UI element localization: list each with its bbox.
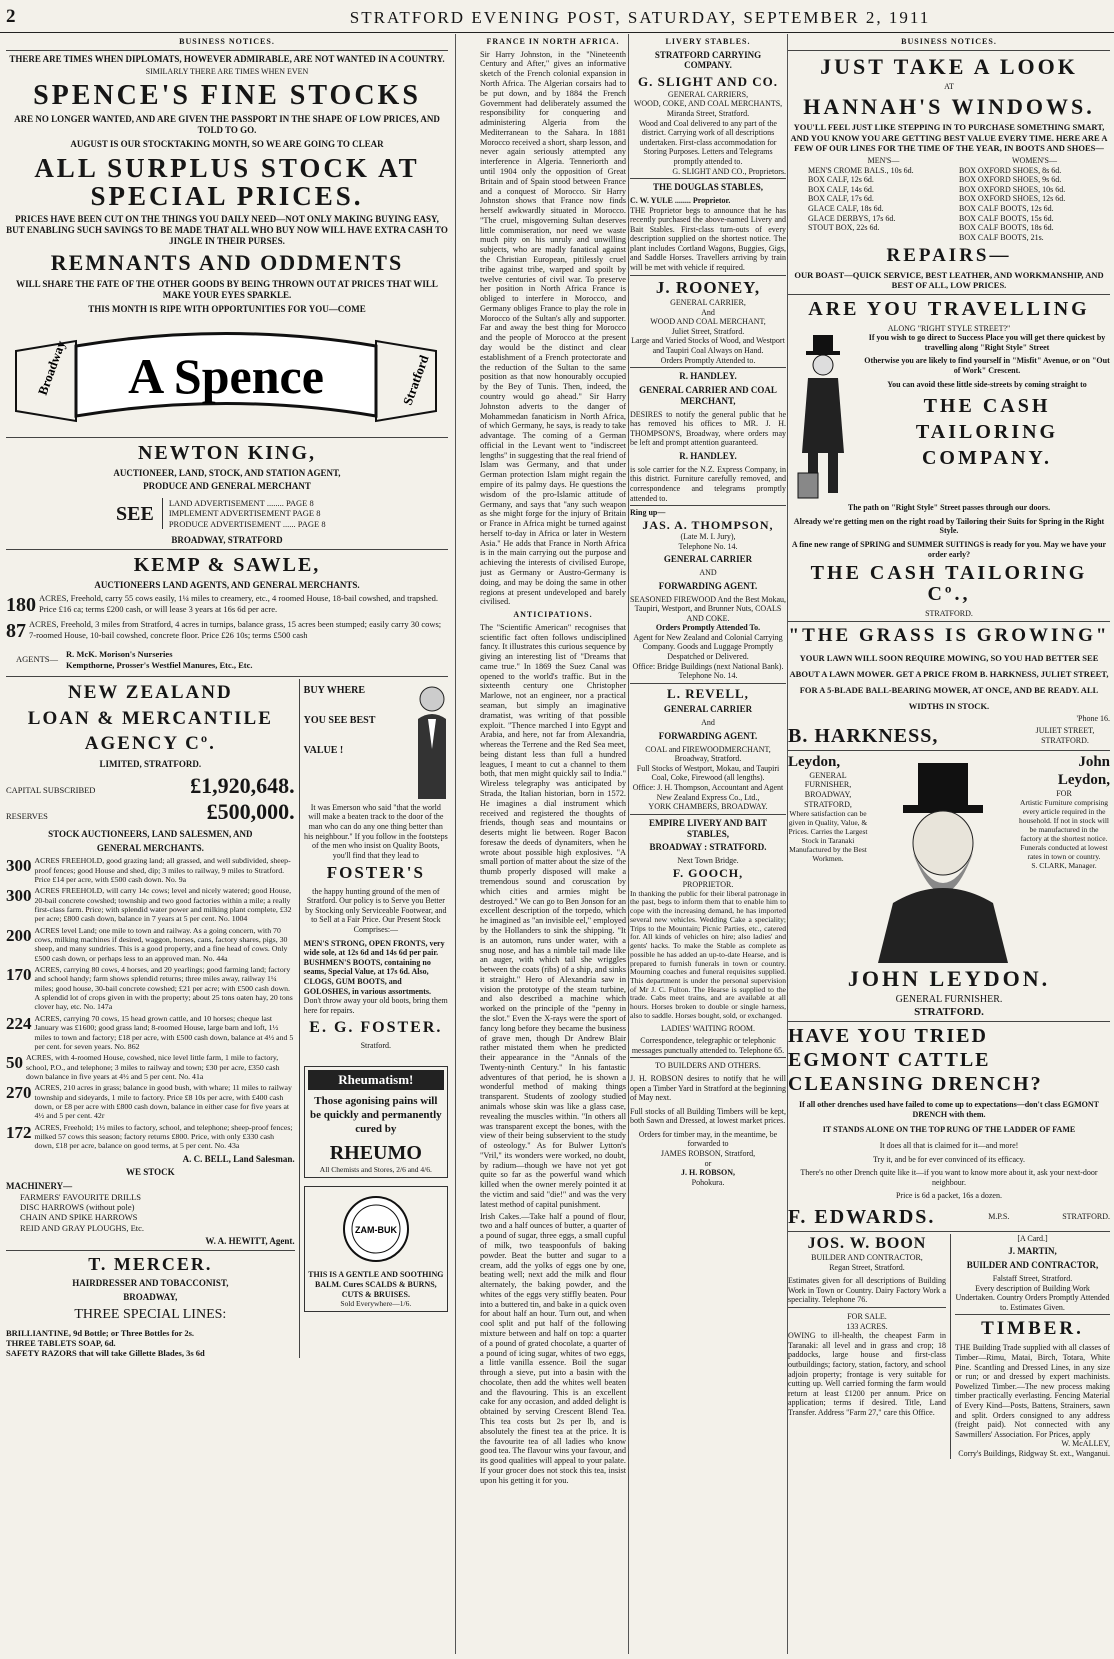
listing-number: 50 [6, 1053, 23, 1073]
mercer-advert [6, 1254, 295, 1359]
listing-number: 300 [6, 886, 32, 906]
logo-left-text: Broadway [34, 338, 69, 397]
listing-number: 300 [6, 856, 32, 876]
ad-text: Next Town Bridge. [677, 856, 739, 866]
logo-right-text: Stratford [399, 352, 432, 407]
ad-text: Full Stocks of Westport, Mokau, and Taupiri Coal, Coke, Firewood (all lengths). [636, 763, 780, 783]
ad-text: Already we're getting men on the right road by Tailoring their Suits for Spring in the Right Style. [793, 516, 1105, 536]
ad-text: All Chemists and Stores, 2/6 and 4/6. [319, 1164, 432, 1174]
ad-headline: EGMONT CATTLE [788, 1049, 991, 1072]
listing-row [6, 886, 295, 923]
ad-signature: G. SLIGHT AND CO., Proprietors. [672, 166, 786, 176]
ad-text: Full stocks of all Building Timbers will be kept, both Sawn and Dressed, at lowest market prices. [630, 1106, 786, 1126]
listing-text: ACRES, carrying 80 cows, 4 horses, and 20 yearlings; good farming land; factory and school handy; farm shows splendid returns; three miles away, railway 1¼ miles; good house, 30-bail concrete cowshed; £21 per acre; with £500 cash down. A splendid lot of crops given in with the property; about 25 tons oaten hay, 20 tons clover hay, etc. No. 147a [34, 965, 293, 1012]
balm-badge-icon [341, 1194, 411, 1264]
portrait-icon [868, 753, 1018, 963]
ad-text: WOOD AND COAL MERCHANT, [650, 317, 766, 327]
list-item: GLACE CALF, 18s 6d. [808, 203, 884, 213]
ad-text: MACHINERY— [6, 1181, 73, 1192]
list-item: BOX CALF, 17s 6d. [808, 194, 874, 204]
ad-text: Those agonising pains will be quickly and permanently cured by [309, 1094, 442, 1136]
ad-headline: ALL SURPLUS STOCK AT SPECIAL PRICES. [34, 152, 420, 212]
ad-text: OWING to ill-health, the cheapest Farm in Taranaki: all level and in grass and crop; 18 paddocks, large house and first-class outbuildings; factory, station, factory, and school adjoin property; frontage is very suitable for cutting up. Well carried forming the farm would return at least £1200 per annum. Price on application; terms if desired. Title, Land Transfer. Address "Farm 27," care this Office. [788, 1331, 946, 1417]
ad-headline: J. ROONEY, [655, 277, 761, 297]
ad-signature: B. HARKNESS, [788, 724, 939, 747]
list-item: THREE TABLETS SOAP, 6d. [6, 1337, 116, 1348]
column-2 [480, 34, 626, 1654]
ad-text: STRATFORD. [925, 609, 973, 619]
ad-text: Orders Promptly Attended To. [655, 623, 761, 633]
listing-text: ACRES, Freehold, carry 55 cows easily, 1¼ miles to creamery, etc., 4 roomed House, 18-bail cowshed, and trapshed. Price £16 ca; terms £200 cash, or will lease 3 years at 16s 6d per acre. [39, 593, 439, 614]
reserves-label: RESERVES [6, 811, 48, 822]
list-item: BOX CALF BOOTS, 21s. [959, 232, 1044, 242]
foster-column [300, 679, 448, 1358]
ad-text: J. H. ROBSON desires to notify that he will open a Timber Yard in Stratford at the beginning of May next. [630, 1073, 786, 1103]
ad-headline: ARE YOU TRAVELLING [808, 297, 1090, 320]
ad-text: And [701, 718, 715, 728]
capital-value: £1,920,648. [190, 772, 295, 798]
ad-text: COAL and FIREWOODMERCHANT, Broadway, Stratford. [645, 744, 771, 764]
ad-text: STRATFORD. [914, 1005, 984, 1018]
list-item: PRODUCE ADVERTISEMENT ...... PAGE 8 [168, 518, 326, 529]
ad-text: Ring up— [630, 508, 666, 518]
ad-text: Correspondence, telegraphic or telephonic messages punctually attended to. Telephone 65. [631, 1036, 785, 1055]
rheumo-advert [304, 1066, 448, 1177]
ad-headline: REMNANTS AND ODDMENTS [50, 249, 404, 275]
ad-headline: L. REVELL, [667, 685, 749, 701]
column-3 [630, 34, 786, 1654]
spence-logo-graphic [6, 321, 446, 431]
article-heading: FRANCE IN NORTH AFRICA. [486, 37, 620, 46]
ad-text: AT [944, 81, 954, 91]
ad-text: Price is 6d a packet, 16s a dozen. [896, 1191, 1002, 1201]
ad-text: HAIRDRESSER AND TOBACCONIST, [72, 1278, 229, 1289]
ad-text: Try it, and be for ever convinced of its efficacy. [872, 1154, 1026, 1164]
ad-text: Wood and Coal delivered to any part of the district. Carrying work of all descriptions undertaken. First-class accommodation for Storing Purposes. Letters and Telegrams promptly attended to. [639, 118, 777, 166]
ad-text: GENERAL CARRIER [663, 554, 753, 565]
ad-text: Miranda Street, Stratford. [666, 108, 750, 118]
list-item: LAND ADVERTISEMENT ........ PAGE 8 [168, 498, 314, 509]
ad-signature: R. HANDLEY. [679, 450, 737, 461]
list-item: IMPLEMENT ADVERTISEMENT PAGE 8 [168, 508, 321, 519]
list-item: REID AND GRAY PLOUGHS, Etc. [20, 1222, 145, 1233]
article-text: Irish Cakes.—Take half a pound of flour, two and a half ounces of butter, a quarter of a pound of sugar, three eggs, a small cupful of milk, two teaspoonfuls of baking powder. Beat the butter and sugar to a cream, add the yolks of eggs one by one, beating well; next add the milk and flour alternately, the baking powder, and the whites of the eggs very stiffly beaten. Pour into a buttered tin, and bake in a quick oven for about half an hour. Turn out, and when cool split and put half of the following mixture between and half on top: a quarter of a pound of grated chocolate, a quarter of a pound of icing sugar, whites of two eggs, a little vanilla essence. Boil the sugar through a sieve, put into a basin with the chocolate, then add the whites well beaten and the flavouring. This is an excellent cake for any occasion, and added delight is obtained by serving Crescent Blend Tea. This tea costs but 2s per lb, and is absolutely the finest tea at the price. It is the favourite tea of all ladies who know good tea. The flavour wins your favour, and its good qualities will appeal to your palate. If your grocer does not stock this tea, insist upon his getting it for you. [480, 1211, 626, 1485]
see-label: SEE [116, 502, 154, 525]
listing-row [6, 1014, 295, 1051]
ad-text: S. CLARK, Manager. [1031, 861, 1097, 871]
ad-headline: JOS. W. BOON [807, 1234, 927, 1252]
ad-text: Sold Everywhere—1/6. [340, 1299, 412, 1309]
ad-text: Office: Bridge Buildings (next National Bank). [632, 661, 784, 671]
listing-text: ACRES, Freehold, 3 miles from Stratford, 4 acres in turnips, balance grass, 15 acres been stumped; easily carry 30 cows; 7-roomed House, 10-bail cowshed, concrete floor. Price £26 10s; terms £500 cash [29, 619, 442, 640]
ad-text: PROPRIETOR. [682, 880, 734, 890]
ad-headline: KEMP & SAWLE, [133, 553, 321, 576]
grass-advert [788, 626, 1110, 748]
ad-headline: Rheumatism! [308, 1070, 444, 1090]
ad-headline: THREE SPECIAL LINES: [74, 1306, 227, 1322]
ad-text: BUY WHERE [303, 684, 366, 696]
ad-signature: THE CASH TAILORING Cº., [810, 562, 1088, 606]
revell-advert [630, 686, 786, 812]
ad-headline: TO BUILDERS AND OTHERS. [655, 1061, 761, 1071]
listing-text: ACRES, 210 acres in grass; balance in good bush, with whare; 11 miles to railway township and sideyards, 1 mile to factory. Price £8 10s per acre, with £400 cash down, or £8 per acre with £800 cash down, balance in either case for five years at 4½ and 5 per cent. 42r [34, 1083, 292, 1121]
listing-row [6, 856, 295, 884]
ad-text: STRATFORD. [1062, 1212, 1110, 1222]
ad-text: DESIRES to notify the general public that he has removed his offices to MR. J. H. THOMPSON'S, Broadway, where orders may be left and prompt attention guaranteed. [630, 409, 786, 448]
nz-loan-advert [6, 679, 300, 1358]
listing-number: 180 [6, 594, 36, 617]
ad-text: Orders for timber may, in the meantime, be forwarded to [638, 1129, 778, 1149]
ad-text: WOOD, COKE, AND COAL MERCHANTS, [633, 99, 783, 109]
ad-text: JAMES ROBSON, Stratford, [660, 1149, 756, 1159]
ad-headline: HANNAH'S WINDOWS. [803, 94, 1095, 120]
ad-text: GENERAL FURNISHER. [895, 993, 1003, 1005]
ad-text: or [704, 1158, 712, 1168]
listing-text: ACRES, carrying 70 cows, 15 head grown cattle, and 10 horses; cheque last January was £1600; good grass land; 8-roomed House, large barn and loft, 1½ miles to town and factory; £18 per acre, with £500 cash down, balance at 4½ and 5 per cent. for seven years. No. 862 [34, 1013, 294, 1051]
ad-headline: FOR SALE. [847, 1312, 887, 1322]
ad-text: BROADWAY, STRATFORD [171, 534, 283, 545]
foster-advert [304, 679, 448, 799]
ad-text: IT STANDS ALONE ON THE TOP RUNG OF THE LADDER OF FAME [822, 1125, 1076, 1135]
ad-text: THERE ARE TIMES WHEN DIPLOMATS, HOWEVER ADMIRABLE, ARE NOT WANTED IN A COUNTRY. [9, 53, 445, 64]
newspaper-title: STRATFORD EVENING POST, SATURDAY, SEPTEMBER 2, 1911 [349, 8, 931, 27]
ad-text: Every description of Building Work Undertaken. Country Orders Promptly Attended to. Estimates Given. [955, 1283, 1110, 1312]
ad-text: Artistic Furniture comprising every article required in the household. If not in stock will be manufactured in the factory at the shortest notice. Funerals conducted at lowest rates in town or country. [1019, 798, 1109, 862]
ad-headline: JOHN LEYDON. [847, 965, 1051, 991]
ad-text: BROADWAY, [123, 1291, 178, 1302]
ad-text: STOCK AUCTIONEERS, LAND SALESMEN, AND [48, 828, 253, 839]
ad-text: FORWARDING AGENT. [658, 730, 758, 741]
ad-headline: NEWTON KING, [137, 441, 317, 464]
ad-headline: John [1078, 753, 1110, 770]
kemp-sawle-advert [6, 553, 448, 670]
list-item: BOX OXFORD SHOES, 12s 6d. [959, 194, 1066, 204]
ad-text: BUILDER AND CONTRACTOR, [966, 1260, 1099, 1271]
column-1 [6, 34, 448, 1654]
listing-row [6, 926, 295, 963]
masthead [0, 0, 1114, 33]
listing-text: ACRES level Land; one mile to town and railway. As a going concern, with 70 cows, milking machines if desired, waggon, horses, cans, factory shares, pigs, 30 sheep, and many sundries. This is a good property, and a fine head of cows. Only £500 cash down, or perhaps less to an approved man. No. 44a [34, 925, 288, 963]
man-top-hat-icon [788, 333, 858, 503]
ad-text: AUCTIONEERS LAND AGENTS, AND GENERAL MERCHANTS. [94, 579, 360, 590]
listing-text: ACRES, with 4-roomed House, cowshed, nice level little farm, 1 mile to factory, school, P.O., and telephone; 3 miles to railway and town; £30 per acre, £350 cash down balance in five years at 4½ and 5 per cent. No. 41a [26, 1053, 280, 1081]
listing-number: 270 [6, 1083, 32, 1103]
list-item: BOX CALF BOOTS, 12s 6d. [959, 203, 1054, 213]
ad-headline: JAS. A. THOMPSON, [642, 517, 774, 532]
ad-text: YOU'LL FEEL JUST LIKE STEPPING IN TO PURCHASE SOMETHING SMART, AND YOU KNOW YOU ARE GETTING BEST VALUE EVERY TIME. HERE ARE A FEW OF OUR LINES FOR THE TIME OF THE YEAR, IN BOOTS AND SHOES— [790, 122, 1108, 153]
ad-text: THIS IS A GENTLE AND SOOTHING BALM. Cures SCALDS & BURNS, CUTS & BRUISES. [308, 1270, 444, 1299]
sale-advert [788, 1312, 946, 1418]
ad-text: GENERAL CARRIER AND COAL MERCHANT, [639, 385, 777, 406]
ad-text: THE Proprietor begs to announce that he has recently purchased the above-named Livery and Bait Stables. First-class turn-outs of every description supplied on the shortest notice. The plant includes Cortland Wagons, Buggies, Gigs, and Saddle Horses. Travellers arriving by train will be met with vehicle if required. [630, 205, 786, 273]
article-heading: ANTICIPATIONS. [513, 610, 593, 620]
ad-text: FORWARDING AGENT. [658, 580, 758, 591]
list-item: CHAIN AND SPIKE HARROWS [20, 1212, 138, 1223]
ad-text: W. A. HEWITT, Agent. [205, 1235, 295, 1246]
ad-text: M.P.S. [988, 1212, 1010, 1222]
ad-headline: SPENCE'S FINE STOCKS [33, 79, 421, 111]
ad-headline: J. MARTIN, [1008, 1246, 1057, 1257]
ad-text: And [701, 307, 715, 317]
balm-advert [304, 1186, 448, 1313]
ad-text: YOU SEE BEST [303, 714, 376, 726]
ad-text: Pohokura. [691, 1177, 725, 1187]
slight-advert [630, 50, 786, 177]
ad-headline: AGENCY Cº. [84, 733, 216, 755]
ad-text: the happy hunting ground of the men of Stratford. Our policy is to Serve you Better by Stocking only Serviceable Footwear, and to Sell at a Fair Price. Our Present Stock Comprises:— [305, 886, 447, 935]
ad-text: If all other drenches used have failed to come up to expectations—don't class EGMONT DRENCH with them. [799, 1100, 1099, 1119]
rooney-advert [630, 278, 786, 366]
ad-headline: G. SLIGHT AND CO. [638, 74, 778, 90]
listing-number: 200 [6, 925, 32, 945]
ad-text: A. C. BELL, Land Salesman. [182, 1153, 295, 1164]
list-item: BOX OXFORD SHOES, 8s 6d. [959, 165, 1062, 175]
ad-text: It was Emerson who said "that the world will make a beaten track to the door of the man who can do any one thing better than his neighbour." If you follow in the footsteps of the men who insist on Quality Boots, you'll find that they lead to [303, 802, 448, 860]
leydon-advert [788, 753, 1110, 1019]
list-item: DISC HARROWS (without pole) [20, 1202, 135, 1213]
boon-advert [788, 1234, 946, 1305]
section-header: BUSINESS NOTICES. [901, 37, 997, 46]
ad-headline: THE DOUGLAS STABLES, [652, 182, 764, 193]
ad-text: Corry's Buildings, Ridgway St. ext., Wanganui. [958, 1448, 1110, 1458]
list-item: BOX CALF BOOTS, 18s 6d. [959, 223, 1054, 233]
ad-text: Telephone No. 14. [678, 541, 738, 551]
ad-text: BUILDER AND CONTRACTOR, [811, 1253, 923, 1263]
ad-signature: W. McALLEY, [1061, 1439, 1110, 1449]
ad-text: SIMILARLY THERE ARE TIMES WHEN EVEN [145, 67, 309, 77]
ad-text: FOR [1056, 788, 1072, 798]
listing-text: ACRES, Freehold; 1½ miles to factory, school, and telephone; sheep-proof fences; milked 57 cows this season; factory returns £800. Price, with only £330 cash down, £18 per acre, balance on good terms, at 5 per cent. No. 43a [34, 1122, 293, 1151]
ad-text: In thanking the public for their liberal patronage in the past, begs to inform them that to enable him to cope with the increasing demand, he has imported several new vehicles. Wedding Cake a speciality; Trips to the Mountain; Picnic Parties, etc., catered for. All kinds of vehicles on hire; also ladies' and gents' hacks. To make the Stable as complete as possible he has added an up-to-date Hearse, and is prepared to furnish funerals in town or country. Mourning coaches and funeral requisites supplied. This department is under the personal supervision of Mr J. C. Fulton. The Hearse is supplied to the trade. Cabs meet trains, and are available at all hours. Horses broken to double or single harness, also to saddle. Horses bought, sold, or exchanged. [630, 888, 786, 1020]
list-item: BOX CALF, 14s 6d. [808, 184, 874, 194]
listing-number: 172 [6, 1122, 32, 1142]
list-item: BOX OXFORD SHOES, 9s 6d. [959, 175, 1062, 185]
ad-text: GENERAL CARRIERS, [667, 89, 749, 99]
ad-text: GENERAL FURNISHER, [804, 770, 852, 790]
ad-text: Otherwise you are likely to find yourself in "Misfit" Avenue, or on "Out of Work" Crescent. [864, 356, 1110, 375]
ad-text: A fine new range of SPRING and SUMMER SUITINGS is ready for you. May we have your order early? [791, 539, 1107, 559]
ad-text: Where satisfaction can be given in Quality, Value, & Prices. Carries the Largest Stock in Taranaki Manufactured by the Best Workmen. [788, 809, 868, 864]
ad-headline: T. MERCER. [88, 1253, 213, 1274]
hannah-advert [788, 55, 1110, 291]
ad-text: YOUR LAWN WILL SOON REQUIRE MOWING, SO YOU HAD BETTER SEE ABOUT A LAWN MOWER. GET A PRICE FROM B. HARKNESS, JULIET STREET, FOR A 5-BLADE BALL-BEARING MOWER, AT ONCE, AND BE READY. ALL WIDTHS IN STOCK. [789, 652, 1109, 712]
section-header: BUSINESS NOTICES. [179, 37, 275, 46]
ad-text: AND [699, 568, 717, 578]
ad-headline: Leydon, [788, 753, 841, 770]
ad-headline: JUST TAKE A LOOK [820, 53, 1078, 79]
ad-text: ARE NO LONGER WANTED, AND ARE GIVEN THE PASSPORT IN THE SHAPE OF LOW PRICES, AND TOLD TO GO. [14, 114, 440, 136]
column-rule [628, 34, 629, 1654]
ad-headline: NEW ZEALAND [67, 681, 233, 703]
article-text: The "Scientific American" recognises that scientific fact often follows undisciplined fancy. It illustrates this curious sequence by giving an interesting list of "Dreams that came true." In 1869 the Suez Canal was opened to the world's traffic. But in the sixteenth century one Christopher Marlowe, not an engineer, nor a practical seaman, but simply an imaginative dramatist, was writing of that possible exploit. "Thence marched I into Egypt and Arabia, and here, not far from Alexandria, whereas the Terrene and the Red Sea meet, being distant less than full a hundred leagues, I meant to cut a channel to them both, that men might quickly sail to India." Wireless telegraphy was anticipated by Strada, the Italian historian, born in 1572. He imagines a dial instrument which received and registered the thoughts of friends, though seas and mountains or deserts might lie between. Roger Bacon foresaw the deeds of dynamiters, when he wrote about possible high explosives. "A small portion of matter about the size of the thumb properly disposed will make a tremendous sound and coruscation by which cities and armies might be destroyed." We can go to Ben Jonson for an excellent description of the torpedo, which he imagined as "an invisible eel," employed by the Hollanders to sink the shipping. "It is an automon, runs under water, with a snug nose, and has a nimble tail made like an auger, with which tail she wriggles between the coats (ribs) of a ship, and sinks it straight." Hero of Alexandria saw in vision the prototype of the steam turbine, and also described a machine which worked on the principle of the "penny in the slot." Even the X-rays were the sport of fancy long before they became the business of grave men, though Dr Andrew Blair rather mistated them when he predicted their appearance in the "Annals of the Twenty-ninth Century." In his fantastic adventures of that period, he is shown a wonderful method of making things transparent. Students of zoology studied animals whose skin was like a glass case, revealing the muscles within. "In others all was transparent except the bones, with the view of their being subservient to the study of osteology." As for Bulwer Lytton's "Vril," its wonders were worked, no doubt, by radium—though we have not yet got quite so far as the powerful wand which killed when the owner merely pointed it at the victim and said "die!" and was the very latest method of capital punishment. [480, 622, 626, 1209]
agents-item: Kempthorne, Prosser's Westfiel Manures, Etc., Etc. [66, 659, 253, 670]
ad-text: WILL SHARE THE FATE OF THE OTHER GOODS BY BEING THROWN OUT AT PRICES THAT WILL MAKE YOUR EYES SPARKLE. [16, 279, 438, 301]
list-item: SAFETY RAZORS that will take Gillette Blades, 3s 6d [6, 1347, 205, 1358]
agents-item: R. McK. Morison's Nurseries [66, 649, 173, 660]
ad-text: Regan Street, Stratford. [829, 1262, 905, 1272]
reserves-value: £500,000. [206, 799, 295, 825]
list-heading: WOMEN'S— [1012, 155, 1057, 165]
section-header: LIVERY STABLES. [665, 37, 751, 46]
ad-text: Juliet Street, Stratford. [671, 326, 745, 336]
ad-text: BROADWAY, STRATFORD, [804, 790, 852, 809]
ad-text: BROADWAY : STRATFORD. [649, 842, 767, 853]
ad-text: WE STOCK [126, 1167, 175, 1178]
ad-text: Large and Varied Stocks of Wood, and Westport and Taupiri Coal Always on Hand. [631, 336, 785, 356]
listings [6, 856, 295, 1150]
ad-text: MEN'S STRONG, OPEN FRONTS, very wide sole, at 12s 6d and 14s 6d per pair. BUSHMEN'S BOOTS, containing no seams, Special Value, at 17s 6d. Also, CLOGS, GUM BOOTS, and GOLOSHES, in various assortments. [303, 938, 445, 996]
ad-text: THE Building Trade supplied with all classes of Timber—Rimu, Matai, Birch, Totara, White Pine. Scantling and Dressed Lines, in any size or run; or and dressed by expert machinists. Powelized Timber.—The new process making timber practically everlasting. Fencing Material of Every Kind—Posts, Battens, Strainers, sawn and split. Orders consigned to any address (freight paid). Not connected with any Sawmillers' Association. For Prices, apply [955, 1343, 1110, 1439]
listing-row [6, 1123, 295, 1151]
ad-text: Orders Promptly Attended to. [660, 355, 756, 365]
ad-headline: HAVE YOU TRIED [788, 1025, 988, 1048]
ad-text: PRODUCE AND GENERAL MERCHANT [143, 481, 311, 492]
ad-headline: "THE GRASS IS GROWING" [788, 624, 1110, 646]
ad-headline: FOSTER'S [326, 863, 425, 883]
spence-logo [6, 321, 448, 431]
list-item: GLACE DERBYS, 17s 6d. [808, 213, 896, 223]
ad-text: Estimates given for all descriptions of Building Work in Town or Country. Dairy Factory Work a speciality. Telephone 76. [788, 1276, 946, 1305]
listing-row [6, 965, 295, 1012]
page-number: 2 [6, 6, 16, 27]
ad-text: It does all that is claimed for it—and more! [879, 1140, 1019, 1150]
man-portrait-icon [412, 679, 448, 799]
ad-text: is sole carrier for the N.Z. Express Company, in this district. Furniture carefully removed, and correspondence and telegrams promptly attended to. [630, 464, 786, 503]
list-item: BRILLIANTINE, 9d Bottle; or Three Bottles for 2s. [6, 1327, 195, 1338]
list-heading: MEN'S— [867, 155, 900, 165]
list-item: BOX CALF, 12s 6d. [808, 175, 874, 185]
ad-text: STRATFORD CARRYING COMPANY. [654, 49, 762, 71]
douglas-advert [630, 182, 786, 273]
spence-advert [6, 54, 448, 431]
ad-text: AUCTIONEER, LAND, STOCK, AND STATION AGENT, [113, 467, 341, 478]
ad-signature: F. EDWARDS. [788, 1205, 936, 1228]
ad-text: AUGUST IS OUR STOCKTAKING MONTH, SO WE ARE GOING TO CLEAR [70, 138, 384, 149]
ad-text: 133 ACRES. [846, 1321, 888, 1331]
list-item: STOUT BOX, 22s 6d. [808, 223, 880, 233]
ad-text: Don't throw away your old boots, bring them here for repairs. [303, 996, 448, 1015]
listing-text: ACRES FREEHOLD, good grazing land; all grassed, and well subdivided, sheep-proof fences; good House and shed, dip; 3 miles to railway, 9 miles to Stratford. Price £14 per acre, with £500 cash down. No. 9a [34, 856, 291, 884]
listing-text: ACRES FREEHOLD, will carry 14c cows; level and nicely watered; good House, 20-bail concrete cowshed; township and two good factories within a mile; a really first-class farm. Price; with splendid water power and milking plant complete, £32 per acre; £800 cash down, balance in 7 years at 5 per cent. No. 1004 [34, 886, 292, 924]
empire-advert [630, 818, 786, 1056]
egmont-advert [788, 1024, 1110, 1229]
list-item: MEN'S CROME BALS., 10s 6d. [808, 165, 914, 175]
column-rule [455, 34, 456, 1654]
ad-text: GENERAL CARRIER, [670, 298, 746, 308]
ad-headline: TIMBER. [981, 1318, 1084, 1340]
column-4 [788, 34, 1110, 1654]
ad-text: THIS MONTH IS RIPE WITH OPPORTUNITIES FOR YOU—COME [88, 303, 366, 314]
ad-text: GENERAL CARRIER [663, 704, 753, 715]
ad-text: Office: J. H. Thompson, Accountant and Agent New Zealand Express Co., Ltd., [632, 783, 784, 802]
list-item: FARMERS' FAVOURITE DRILLS [20, 1192, 142, 1203]
badge-text: ZAM-BUK [354, 1224, 397, 1235]
ad-text: J. H. ROBSON, [680, 1168, 735, 1178]
newton-king-advert [6, 441, 448, 546]
ad-signature: E. G. FOSTER. [309, 1019, 443, 1037]
listing-number: 170 [6, 965, 32, 985]
ad-headline: Leydon, [1057, 771, 1110, 788]
ad-text: Stratford. [360, 1040, 392, 1050]
listing-row [6, 1083, 295, 1120]
ad-text: ALONG "RIGHT STYLE STREET?" [887, 323, 1011, 333]
ad-text: Agent for New Zealand and Colonial Carrying Company. Goods and Luggage Promptly Despatched or Delivered. [633, 632, 783, 662]
ad-text: 'Phone 16. [1076, 714, 1110, 724]
ad-headline: CLEANSING DRENCH? [788, 1073, 1043, 1096]
ad-text: VALUE ! [303, 744, 344, 756]
ad-text: JULIET STREET, STRATFORD. [1035, 726, 1095, 745]
ad-text: GENERAL MERCHANTS. [96, 842, 204, 853]
capital-label: CAPITAL SUBSCRIBED [6, 784, 96, 795]
cash-tailoring-advert [788, 299, 1110, 619]
list-item: BOX CALF BOOTS, 15s 6d. [959, 213, 1054, 223]
ad-text: C. W. YULE ........ Proprietor. [630, 195, 731, 205]
ad-headline: R. HANDLEY. [679, 371, 737, 382]
timber-advert [955, 1319, 1110, 1458]
ad-text: The path on "Right Style" Street passes through our doors. [847, 503, 1051, 513]
thompson-advert [630, 508, 786, 681]
agents-label: AGENTS— [16, 654, 59, 665]
ad-text: OUR BOAST—QUICK SERVICE, BEST LEATHER, AND WORKMANSHIP, AND BEST OF ALL, LOW PRICES. [794, 270, 1104, 291]
ad-text: LADIES' WAITING ROOM. [661, 1023, 755, 1033]
ad-text: There's no other Drench quite like it—if you want to know more about it, ask your next-door neighbour. [800, 1168, 1098, 1187]
ad-headline: THE CASH TAILORING COMPANY. [915, 395, 1059, 470]
listing-row [6, 1053, 295, 1081]
list-item: BOX OXFORD SHOES, 10s 6d. [959, 184, 1066, 194]
ad-headline: F. GOOCH, [672, 865, 744, 880]
ad-text: (Late M. I. Jury), [680, 532, 736, 542]
listing-number: 224 [6, 1013, 32, 1033]
article-text: Sir Harry Johnston, in the "Nineteenth Century and After," gives an informative sketch of the French colonial expansion in North Africa. The Algerian corsairs had to be put down, and by 1884 the French Government had deliberately assumed the responsibility for conquering and administering Algeria from the Mediterranean to the Sahara. In 1881 Morocco received a short, sharp lesson, and never again seriously attempted any interference in Algeria. Tenneriorth and until 1904 only the opposition of Great Britain and of Spain stood between France and a conquest of Morocco. Sir Harry Johnston shows that France now finds herself awkwardly situated in Morocco. "The cruel, misgoverning Sultan deserves little commiseration, nor need we waste much pity on his unruly and unwilling subjects, who are madly fanatical against the Christian European, pitilessly cruel tribe against tribe, warped and spoilt by twelve centuries of civil war. To preserve her position in North Africa France is obliged to interfere in Morocco, and Germany obliges France to play the role in Morocco of the Sultan's ally and supporter. Far and away the best thing for Morocco and the people of Morocco at the present day would be the distinct and clear establishment of a French protectorate and the reduction of the Sultan to the same position as that now honourably occupied by the Bey of Tunis. Then, indeed, the country would go ahead." Sir Harry Johnston adverts to the danger of Mohammedan fanaticism in North Africa, of which Germany, he says, is ready to take advantage. The coming of a German official in the Levant went to "indiscreet lengths" in suggesting that the real friend of Islam was Germany, and that under German protection Islam might regain the empire of its palmy days. He questions the wisdom of the pro-Islamic attitude of Germany, and says that "any such weapon as she might forge for the injury of Britain or France in Africa might be turned against herself to-day in Africa or later in Western Asia." He adds that France in North Africa is in the main carrying out the purpose and achieving the interests of civilised Europe, just as Germany or Austro-Germany is doing, and may be doing the same in other regions at present undeveloped and barely civilised. [480, 49, 626, 607]
robson-advert [630, 1061, 786, 1187]
ad-headline: LOAN & MERCANTILE [27, 707, 273, 729]
ad-text: [A Card.] [1017, 1233, 1048, 1243]
handley-advert [630, 371, 786, 503]
ad-text: PRICES HAVE BEEN CUT ON THE THINGS YOU DAILY NEED—NOT ONLY MAKING BUYING EASY, BUT ENABLING SUCH SAVINGS TO BE MADE THAT ALL WHO BUY NOW WILL HAVE EXTRA CASH TO JINGLE IN THEIR PURSES. [6, 214, 448, 247]
ad-headline: RHEUMO [329, 1141, 422, 1164]
ad-text: Falstaff Street, Stratford. [992, 1274, 1073, 1284]
listing-number: 87 [6, 620, 26, 643]
logo-main-text: A Spence [128, 347, 324, 404]
ad-headline: EMPIRE LIVERY AND BAIT STABLES, [648, 817, 768, 839]
ad-text: LIMITED, STRATFORD. [99, 759, 202, 770]
ad-text: YORK CHAMBERS, BROADWAY. [648, 802, 768, 812]
ad-headline: REPAIRS— [886, 245, 1012, 267]
ad-text: Telephone No. 14. [678, 671, 738, 681]
ad-text: You can avoid these little side-streets by coming straight to [887, 379, 1087, 389]
ad-text: SEASONED FIREWOOD And the Best Mokau, Taupiri, Westport, and Brunner Nuts, COALS AND COKE. [630, 594, 786, 623]
martin-advert [955, 1234, 1110, 1313]
ad-text: If you wish to go direct to Success Place you will get there quickest by travelling along "Right Style" Street [868, 333, 1106, 352]
